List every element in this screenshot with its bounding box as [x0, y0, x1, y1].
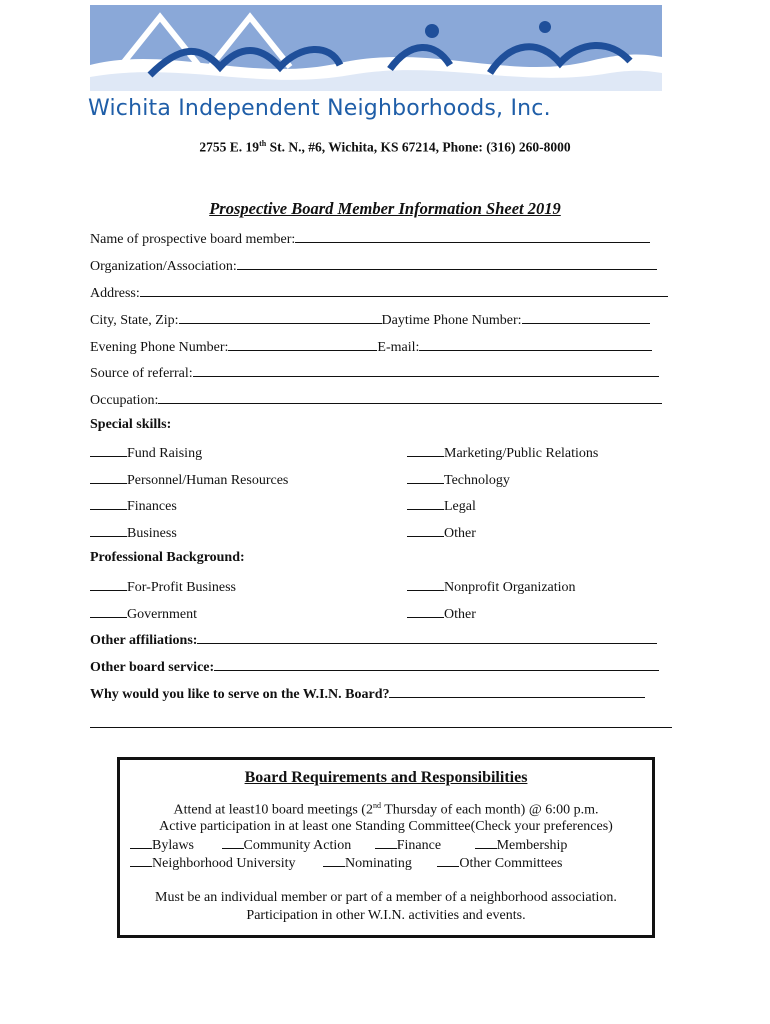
field-other-board-service: Other board service: — [90, 658, 659, 676]
requirements-membership: Must be an individual member or part of a member of a neighborhood association. — [155, 890, 617, 905]
field-city-input[interactable] — [179, 311, 382, 324]
skill-item[interactable]: Fund Raising — [90, 444, 202, 462]
background-item[interactable]: Nonprofit Organization — [407, 578, 576, 596]
field-other-affiliations-input[interactable] — [197, 631, 657, 644]
skill-item[interactable]: Technology — [407, 471, 510, 489]
why-serve-continuation-line[interactable] — [90, 727, 672, 728]
field-address-input[interactable] — [140, 284, 668, 297]
skill-item[interactable]: Personnel/Human Resources — [90, 471, 288, 489]
field-referral-input[interactable] — [193, 364, 659, 377]
skill-item[interactable]: Legal — [407, 497, 476, 515]
committees-row-2 — [130, 855, 662, 872]
committee-option[interactable]: Bylaws — [152, 838, 194, 853]
skill-item[interactable]: Business — [90, 524, 177, 542]
field-organization-input[interactable] — [237, 257, 657, 270]
logo-banner — [90, 5, 662, 91]
committee-option[interactable]: Finance — [396, 838, 442, 853]
requirements-meetings: Attend at least10 board meetings (2nd Thursday of each month) @ 6:00 p.m. — [173, 801, 599, 818]
address-line: 2755 E. 19th St. N., #6, Wichita, KS 67214, Phone: (316) 260-8000 — [199, 139, 571, 155]
committees-row-1 — [130, 837, 662, 854]
committee-option[interactable]: Other Committees — [459, 856, 563, 871]
committee-option[interactable]: Nominating — [344, 856, 412, 871]
field-organization: Organization/Association: — [90, 257, 657, 275]
logo-wave-graphic — [90, 5, 662, 91]
field-other-affiliations: Other affiliations: — [90, 631, 657, 649]
field-evening-phone-input[interactable] — [228, 338, 377, 351]
background-item[interactable]: Government — [90, 605, 197, 623]
field-referral: Source of referral: — [90, 364, 659, 382]
skill-item[interactable]: Finances — [90, 497, 177, 515]
requirements-box — [117, 757, 655, 938]
field-other-board-service-input[interactable] — [214, 658, 659, 671]
skill-item[interactable]: Other — [407, 524, 476, 542]
field-occupation: Occupation: — [90, 391, 662, 409]
field-why-serve-input[interactable] — [389, 685, 645, 698]
skill-item[interactable]: Marketing/Public Relations — [407, 444, 598, 462]
field-name-input[interactable] — [295, 230, 650, 243]
requirements-participation: Active participation in at least one Standing Committee(Check your preferences) — [159, 819, 613, 834]
logo-organization-name: Wichita Independent Neighborhoods, Inc. — [88, 96, 551, 121]
committee-option[interactable]: Membership — [496, 838, 568, 853]
professional-background-heading: Professional Background: — [90, 550, 245, 565]
field-city-state-zip: City, State, Zip: Daytime Phone Number: — [90, 311, 650, 329]
special-skills-heading: Special skills: — [90, 417, 172, 432]
field-address: Address: — [90, 284, 668, 302]
field-why-serve: Why would you like to serve on the W.I.N. Board? — [90, 685, 645, 703]
requirements-title: Board Requirements and Responsibilities — [244, 769, 528, 786]
background-item[interactable]: Other — [407, 605, 476, 623]
field-email-input[interactable] — [419, 338, 652, 351]
background-item[interactable]: For-Profit Business — [90, 578, 236, 596]
committee-option[interactable]: Community Action — [243, 838, 352, 853]
field-evening-phone: Evening Phone Number: E-mail: — [90, 338, 652, 356]
field-daytime-phone-input[interactable] — [522, 311, 650, 324]
page-title: Prospective Board Member Information Sheet 2019 — [209, 199, 561, 218]
field-occupation-input[interactable] — [158, 391, 662, 404]
field-name: Name of prospective board member: — [90, 230, 650, 248]
requirements-activities: Participation in other W.I.N. activities and events. — [246, 908, 526, 923]
committee-option[interactable]: Neighborhood University — [152, 856, 296, 871]
